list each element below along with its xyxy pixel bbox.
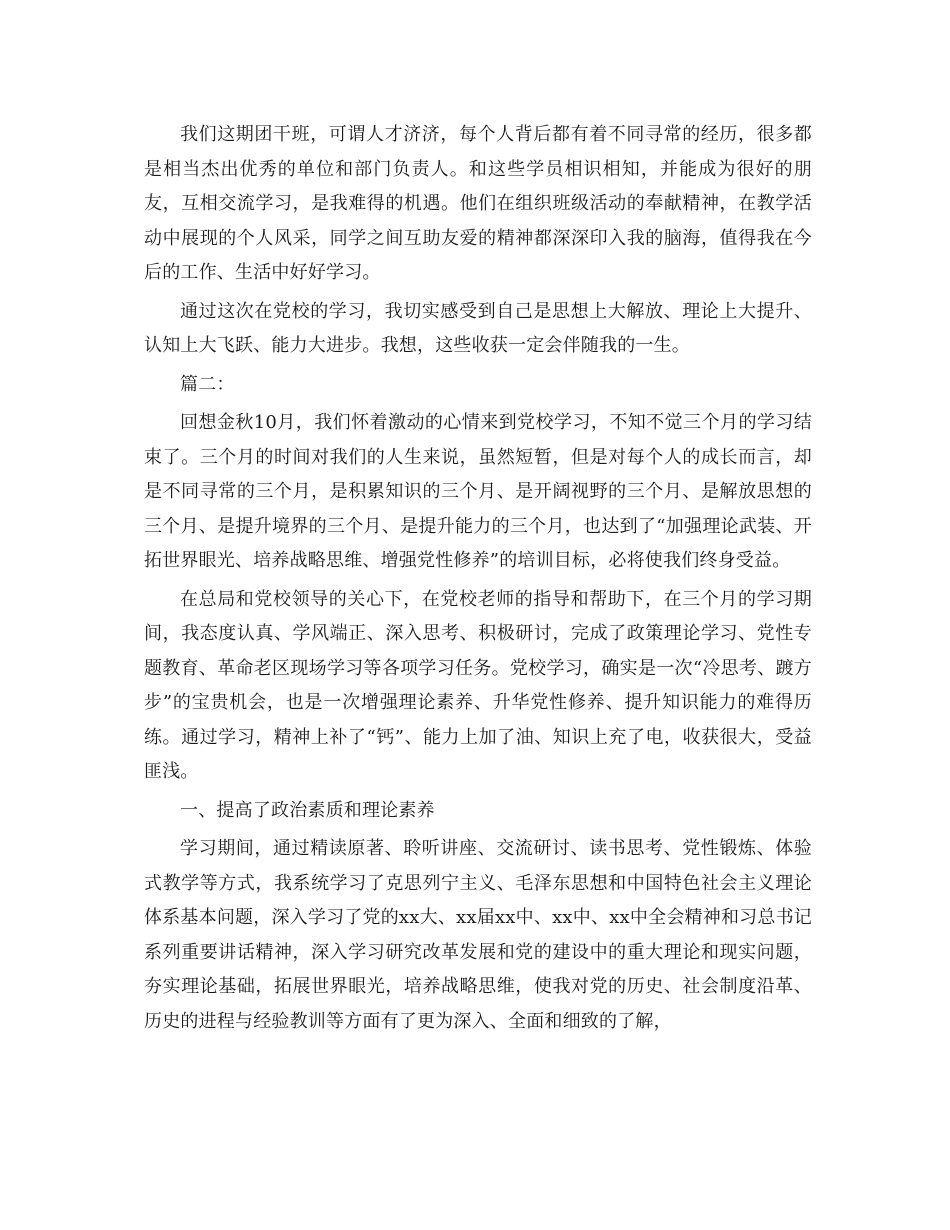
paragraph-4: 在总局和党校领导的关心下，在党校老师的指导和帮助下，在三个月的学习期间，我态度认真、学风端正、深入思考、积极研讨，完成了政策理论学习、党性专题教育、革命老区现场学习等各项学习任务。党校学习，确实是一次“冷思考、踱方步”的宝贵机会，也是一次增强理论素养、升华党性修养、提升知识能力的难得历练。通过学习，精神上补了“钙”、能力上加了油、知识上充了电，收获很大，受益匪浅。 bbox=[144, 588, 812, 782]
paragraph-2: 通过这次在党校的学习，我切实感受到自己是思想上大解放、理论上大提升、认知上大飞跃、能力大进步。我想，这些收获一定会伴随我的一生。 bbox=[144, 300, 812, 356]
paragraph-3: 回想金秋10月，我们怀着激动的心情来到党校学习，不知不觉三个月的学习结束了。三个月的时间对我们的人生来说，虽然短暂，但是对每个人的成长而言，却是不同寻常的三个月，是积累知识的三个月、是开阔视野的三个月、是解放思想的三个月、是提升境界的三个月、是提升能力的三个月，也达到了“加强理论武装、开拓世界眼光、培养战略思维、增强党性修养”的培训目标，必将使我们终身受益。 bbox=[144, 412, 812, 571]
paragraph-5: 学习期间，通过精读原著、聆听讲座、交流研讨、读书思考、党性锻炼、体验式教学等方式，我系统学习了克思列宁主义、毛泽东思想和中国特色社会主义理论体系基本问题，深入学习了党的xx大、xx届xx中、xx中、xx中全会精神和习总书记系列重要讲话精神，深入学习研究改革发展和党的建设中的重大理论和现实问题，夯实理论基础，拓展世界眼光，培养战略思维，使我对党的历史、社会制度沿革、历史的进程与经验教训等方面有了更为深入、全面和细致的了解， bbox=[144, 838, 812, 1032]
section-heading-part-two: 篇二： bbox=[180, 373, 235, 395]
paragraph-1: 我们这期团干班，可谓人才济济，每个人背后都有着不同寻常的经历，很多都是相当杰出优秀的单位和部门负责人。和这些学员相识相知，并能成为很好的朋友，互相交流学习，是我难得的机遇。他们在组织班级活动的奉献精神，在教学活动中展现的个人风采，同学之间互助友爱的精神都深深印入我的脑海，值得我在今后的工作、生活中好好学习。 bbox=[144, 124, 812, 283]
document-body bbox=[144, 118, 812, 1043]
section-heading-one: 一、提高了政治素质和理论素养 bbox=[180, 799, 435, 821]
